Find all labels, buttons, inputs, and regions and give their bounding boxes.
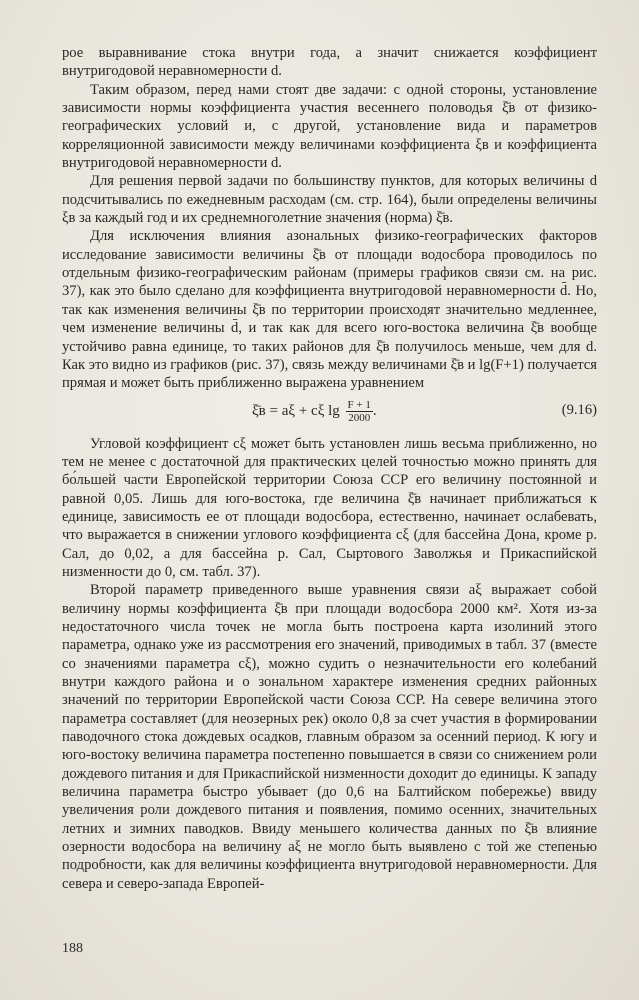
fraction-numerator: F + 1 bbox=[347, 398, 371, 411]
paragraph-2: Таким образом, перед нами стоят две задачи: с одной стороны, установление зависимости нормы коэффициента участия весеннего половодья ξ̄в от физико-географических условий и, с другой, установление вида и параметров корреляционной зависимости между величинами коэффициента ξв и коэффициента внутригодовой неравномерности d. bbox=[62, 81, 597, 172]
equation-lhs: ξ̄в = aξ + cξ lg bbox=[252, 402, 340, 419]
paragraph-1: рое выравнивание стока внутри года, а значит снижается коэффициент внутригодовой неравномерности d. bbox=[62, 45, 597, 80]
equation-fraction bbox=[346, 399, 373, 424]
paragraph-3: Для решения первой задачи по большинству пунктов, для которых величины d подсчитывались по ежедневным расходам (см. стр. 164), были определены величины ξв за каждый год и их среднемноголетние значения (норма) ξ̄в. bbox=[62, 173, 597, 227]
page-number: 188 bbox=[62, 941, 83, 956]
equation-body bbox=[252, 399, 377, 424]
page-text bbox=[62, 44, 597, 893]
paragraph-4: Для исключения влияния азональных физико-географических факторов исследование зависимости величины ξ̄в от площади водосбора проводилось по отдельным физико-географическим районам (примеры графиков связи см. на рис. 37), как это было сделано для коэффициента внутригодовой неравномерности d̄. Но, так как изменения величины ξ̄в по территории происходят значительно медленнее, чем изменение величины d̄, и так как для всего юго-востока величина ξ̄в вообще устойчиво равна единице, то таких районов для ξ̄в получилось меньше, чем для d. Как это видно из графиков (рис. 37), связь между величинами ξ̄в и lg(F+1) получается прямая и может быть приближенно выражена уравнением bbox=[62, 228, 597, 392]
paragraph-6: Второй параметр приведенного выше уравнения связи aξ выражает собой величину нормы коэффициента ξ̄в при площади водосбора 2000 км². Хотя из-за недостаточного числа точек не могла быть построена карта изолиний этого параметра, однако уже из рассмотрения его значений, приводимых в табл. 37 (вместе со значениями параметра cξ), можно судить о незначительности его колебаний внутри каждого района и о зональном характере изменения средних районных значений по территории Европейской части Союза ССР. На севере величина этого параметра составляет (для неозерных рек) около 0,8 за счет участия в формировании паводочного стока дождевых осадков, главным образом за осенний период. К югу и юго-востоку величина параметра постепенно повышается в связи со снижением роли дождевого питания и для Прикаспийской низменности доходит до единицы. К западу величина параметра быстро убывает (до 0,6 на Балтийском побережье) ввиду увеличения роли дождевого питания и появления, помимо осенних, значительных летних и зимних паводков. Ввиду меньшего количества данных по ξ̄в влияние озерности водосбора на величину aξ не могло быть выявлено с той же степенью подробности, как для величины коэффициента внутригодовой неравномерности. Для севера и северо-запада Европей- bbox=[62, 582, 597, 892]
equation-number: (9.16) bbox=[561, 401, 597, 418]
fraction-denominator: 2000 bbox=[348, 411, 371, 424]
paragraph-5: Угловой коэффициент cξ может быть установлен лишь весьма приближенно, но тем не менее с достаточной для практических целей точностью можно принять для бо́льшей части Европейской территории Союза ССР его величину постоянной и равной 0,05. Лишь для юго-востока, где величина ξ̄в начинает приближаться к единице, зависимость ее от площади водосбора, естественно, начинает ослабевать, что выражается в снижении углового коэффициента cξ (для бассейна Дона, кроме р. Сал, до 0,02, а для бассейна р. Сал, Сыртового Заволжья и Прикаспийской низменности до 0, см. табл. 37). bbox=[62, 435, 597, 580]
equation-9-16 bbox=[62, 395, 597, 431]
equation-tail: . bbox=[372, 402, 377, 419]
